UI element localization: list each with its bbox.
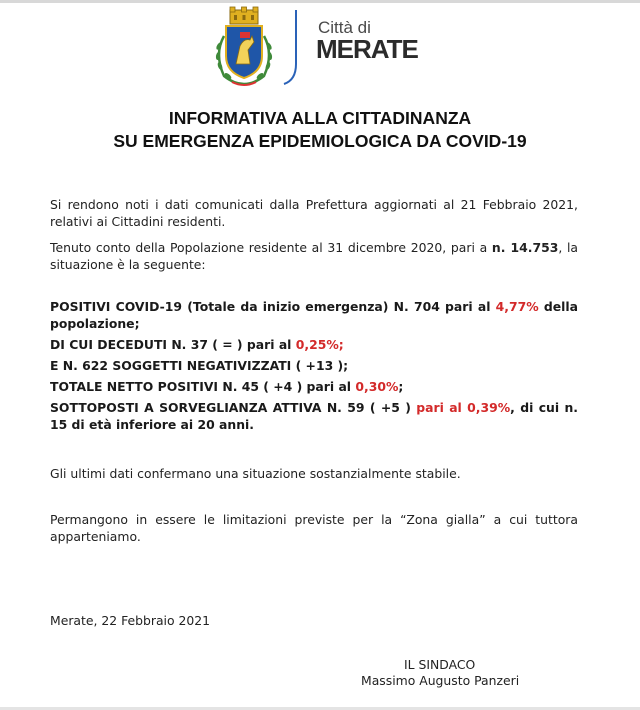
letterhead [0,0,640,90]
document-date: Merate, 22 Febbraio 2021 [50,613,211,628]
stat-sorveglianza-text: SOTTOPOSTI A SORVEGLIANZA ATTIVA N. 59 ( +5 ) [50,400,417,415]
population-text-end: , la situazione è la seguente: [50,240,579,272]
stat-positivi [50,298,578,332]
stat-negativizzati: E N. 622 SOGGETTI NEGATIVIZZATI ( +13 ); [50,358,349,373]
city-coat-of-arms-icon [210,6,278,88]
covid-statistics [50,298,578,437]
stat-positivi-text: POSITIVI COVID-19 (Totale da inizio emergenza) N. 704 pari al [50,299,496,314]
restrictions-paragraph: Permangono in essere le limitazioni previste per la “Zona gialla” a cui tuttora apparteniamo. [50,512,578,544]
stat-deceduti-text: DI CUI DECEDUTI N. 37 ( = ) pari al [50,337,296,352]
stat-deceduti [50,336,578,353]
stat-netto-percentage: 0,30% [355,379,399,394]
stat-deceduti-percentage: 0,25%; [295,337,344,352]
stat-netto-text: TOTALE NETTO POSITIVI N. 45 ( +4 ) pari al [50,379,356,394]
city-prefix: Città di [318,18,371,37]
signatory-name: Massimo Augusto Panzeri [361,673,520,688]
stat-netto-suffix: ; [398,379,404,394]
stat-positivi-percentage: 4,77% [495,299,539,314]
stat-sorveglianza-percentage: pari al 0,39% [416,400,511,415]
population-count: n. 14.753 [491,240,559,255]
signatory-role: IL SINDACO [404,657,476,672]
document-title-line-1: INFORMATIVA ALLA CITTADINANZA [168,108,472,128]
intro-paragraph: Si rendono noti i dati comunicati dalla Prefettura aggiornati al 21 Febbraio 2021, relativi ai Cittadini residenti. [50,197,578,229]
population-paragraph [50,239,578,273]
document-title-line-2: SU EMERGENZA EPIDEMIOLOGICA DA COVID-19 [113,131,527,151]
city-name: MERATE [316,34,418,64]
stability-paragraph: Gli ultimi dati confermano una situazione sostanzialmente stabile. [50,466,461,481]
blue-arc-divider [282,8,302,86]
stat-positivi-suffix: della popolazione; [50,299,578,331]
stat-totale-netto [50,378,578,395]
stat-sorveglianza [50,399,578,433]
stat-sorveglianza-suffix: , di cui n. 15 di età inferiore ai 20 anni. [50,400,578,432]
population-text-start: Tenuto conto della Popolazione residente al 31 dicembre 2020, pari a [50,240,492,255]
